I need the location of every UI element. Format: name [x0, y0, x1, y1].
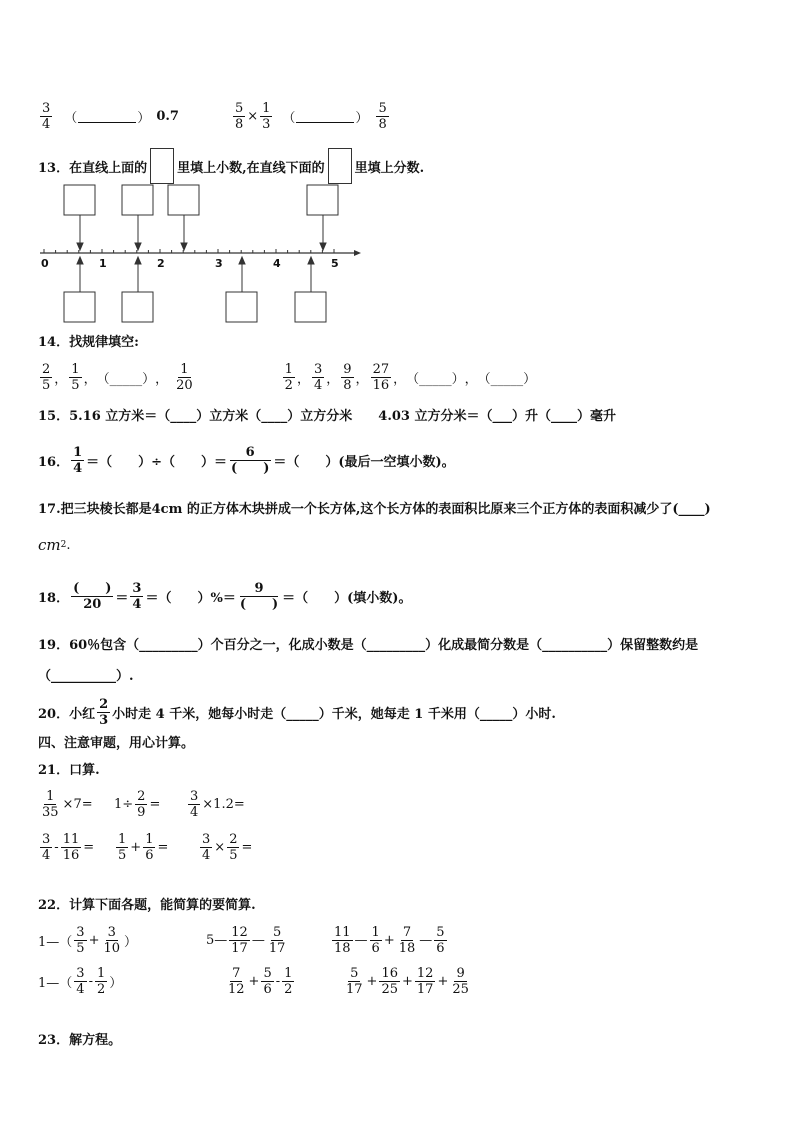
q18-row: 18． $\frac{( )}{20}$ ＝ $\frac{3}{4}$ ＝（ ）%＝ $\frac{9}{( )}$ ＝（ ）(填小数)。	[38, 580, 412, 612]
number-line-diagram	[36, 180, 366, 325]
answer-box[interactable]	[168, 185, 199, 215]
fraction: $\frac{1}{3}$	[262, 100, 271, 132]
q21-expr: $\frac{3}{4}$ ×1.2=	[190, 788, 245, 820]
q21-expr: $\frac{1}{35}$ ×7=	[42, 788, 93, 820]
q21-expr: $\frac{3}{4}$ × $\frac{2}{5}$ =	[202, 831, 253, 863]
q15-row: 15． 5.16 立方米＝（____）立方米（____）立方分米 4.03 立方分米＝（___）升（____）毫升	[38, 408, 616, 424]
arrowhead-icon	[354, 250, 361, 256]
q12-row: $\frac{3}{4}$ （ ） 0.7 $\frac{5}{8}$ × $\frac{1}{3}$ （ ） $\frac{5}{8}$	[42, 100, 387, 132]
q22-expr: 1—（ $\frac{3}{5}$ + $\frac{3}{10}$ ）	[38, 924, 138, 956]
q22-expr: 5— $\frac{12}{17}$ — $\frac{5}{17}$	[206, 924, 286, 956]
tick-label: 4	[273, 257, 281, 270]
q20-row: 20． 小红 $\frac{2}{3}$ 小时走 4 千米，她每小时走（_____）千米，她每走 1 千米用（_____）小时.	[38, 696, 556, 728]
section-heading: 四、注意审题，用心计算。	[38, 735, 195, 751]
q22-expr: 1—（ $\frac{3}{4}$ - $\frac{1}{2}$ ）	[38, 965, 123, 997]
q16-row: 16． $\frac{1}{4}$ ＝（ ）÷（ ）＝ $\frac{6}{( )}$ ＝（ ）(最后一空填小数)。	[38, 444, 455, 476]
answer-blank[interactable]	[78, 110, 136, 123]
answer-box[interactable]	[226, 292, 257, 322]
q21-title: 21．口算.	[38, 762, 100, 778]
q22-expr: $\frac{5}{17}$ + $\frac{16}{25}$ + $\frac{12}{17}$ + $\frac{9}{25}$	[346, 965, 469, 997]
tick-label: 3	[215, 257, 223, 270]
answer-box[interactable]	[64, 292, 95, 322]
q22-expr: $\frac{11}{18}$ — $\frac{1}{6}$ + $\frac{7}{18}$ — $\frac{5}{6}$	[334, 924, 445, 956]
answer-blank[interactable]: （_____）	[477, 371, 537, 387]
q22-expr: $\frac{7}{12}$ + $\frac{5}{6}$ - $\frac{1}{2}$	[228, 965, 293, 997]
q19-row: 19．60％包含（_________）个百分之一，化成小数是（_________）化成最简分数是（__________）保留整数约是	[38, 637, 699, 653]
fraction: $\frac{3}{4}$	[42, 100, 51, 132]
box-icon	[150, 148, 174, 184]
fraction: $\frac{5}{8}$	[378, 100, 387, 132]
box-icon	[328, 148, 352, 184]
q21-expr: $\frac{3}{4}$ - $\frac{11}{16}$ =	[42, 831, 95, 863]
q14-title: 14． 找规律填空:	[38, 334, 139, 350]
tick-label: 2	[157, 257, 165, 270]
tick-label: 0	[41, 257, 49, 270]
q21-expr: $\frac{1}{5}$ + $\frac{1}{6}$ =	[118, 831, 169, 863]
answer-box[interactable]	[122, 292, 153, 322]
answer-box[interactable]	[295, 292, 326, 322]
arrow-icon	[77, 215, 326, 250]
q22-title: 22．计算下面各题，能简算的要简算.	[38, 897, 256, 913]
fraction: $\frac{5}{8}$	[234, 100, 244, 132]
answer-blank[interactable]: （_____）	[96, 371, 156, 387]
q23-title: 23．解方程。	[38, 1032, 122, 1048]
tick-label: 5	[331, 257, 339, 270]
q21-expr: 1÷ $\frac{2}{9}$ =	[114, 788, 161, 820]
answer-box[interactable]	[64, 185, 95, 215]
q17-unit: cm 2 .	[38, 536, 71, 554]
answer-blank[interactable]: （_____）	[406, 371, 465, 387]
answer-box[interactable]	[307, 185, 338, 215]
q17-row: 17.把三块棱长都是4cm 的正方体木块拼成一个长方体,这个长方体的表面积比原来三个正方体的表面积减少了(____)	[38, 501, 711, 517]
answer-blank[interactable]	[296, 110, 354, 123]
q19-row2: （__________）.	[38, 668, 134, 684]
tick-label: 1	[99, 257, 107, 270]
q13-row: 13． 在直线上面的 里填上小数,在直线下面的 里填上分数.	[38, 146, 424, 186]
q14-sequences: $\frac{2}{5}$ ， $\frac{1}{5}$ ， （_____） ， $\frac{1}{20}$ $\frac{1}{2}$ ， $\frac{3}{4}$ ， $\frac{9}{8}$ ， $\frac{27}{16}$ ， （_____） ， （_____）	[42, 361, 537, 393]
answer-box[interactable]	[122, 185, 153, 215]
